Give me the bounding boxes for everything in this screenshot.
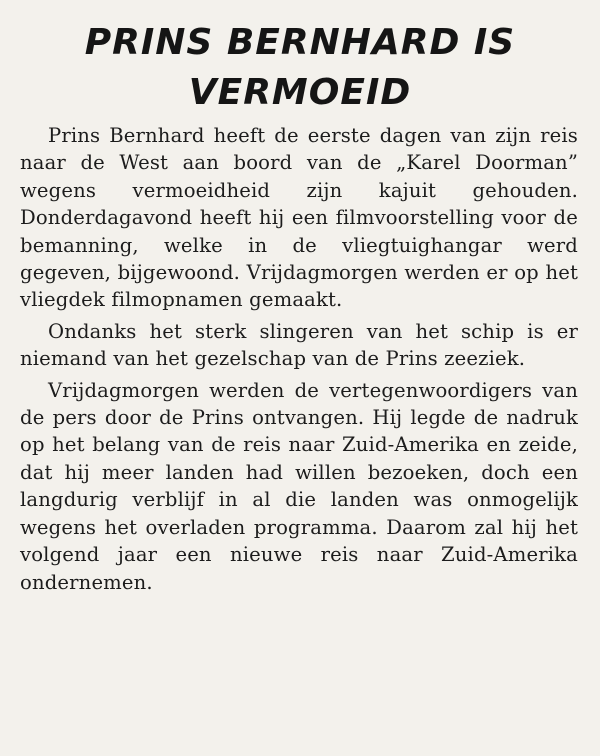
headline-line-2: VERMOEID: [188, 72, 412, 113]
paragraph-3: Vrijdagmorgen werden de vertegenwoordigers van de pers door de Prins ontvangen. Hij legde de nadruk op het belang van de reis naar Zuid-Amerika en zeide, dat hij meer landen had willen bezoeken, doch een langdurig verblijf in al die landen was onmogelijk wegens het overladen programma. Daarom zal hij het volgend jaar een nieuwe reis naar Zuid-Amerika ondernemen.: [20, 378, 578, 594]
paragraph-1: Prins Bernhard heeft de eerste dagen van zijn reis naar de West aan boord van de „Karel Doorman” wegens vermoeidheid zijn kajuit gehouden. Donderdagavond heeft hij een filmvoorstelling voor de bemanning, welke in de vliegtuighangar werd gegeven, bijgewoond. Vrijdagmorgen werden er op het vliegdek filmopnamen gemaakt.: [20, 124, 578, 312]
paragraph-2: Ondanks het sterk slingeren van het schip is er niemand van het gezelschap van de Prins zeeziek.: [20, 319, 578, 371]
article-body: [20, 122, 578, 596]
headline-line-1: PRINS BERNHARD IS: [84, 22, 516, 63]
